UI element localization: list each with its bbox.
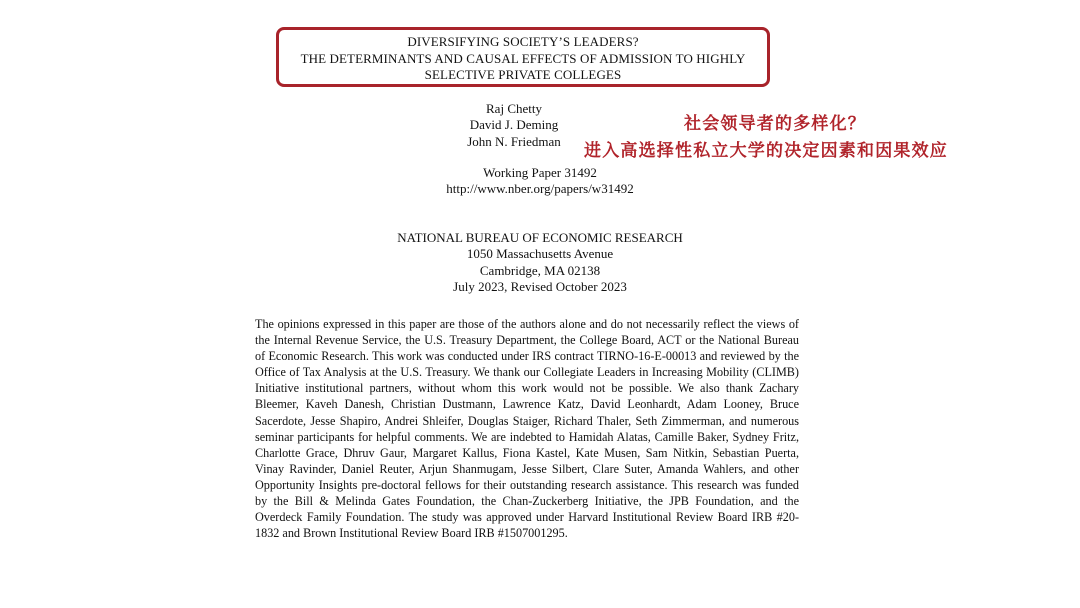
publication-date: July 2023, Revised October 2023	[453, 278, 627, 294]
acknowledgments-paragraph: The opinions expressed in this paper are those of the authors alone and do not necessarily reflect the views of the Internal Revenue Service, the U.S. Treasury Department, the College Board, ACT or the National Bureau of Economic Research. This work was conducted under IRS contract TIRNO-16-E-00013 and reviewed by the Office of Tax Analysis at the U.S. Treasury. We thank our Collegiate Leaders in Increasing Mobility (CLIMB) Initiative institutional partners, without whom this work would not be possible. We also thank Zachary Bleemer, Kaveh Danesh, Christian Dustmann, Lawrence Katz, David Leonhardt, Adam Looney, Bruce Sacerdote, Jesse Shapiro, Andrei Shleifer, Douglas Staiger, Richard Thaler, Seth Zimmerman, and numerous seminar participants for helpful comments. We are indebted to Hamidah Alatas, Camille Baker, Sydney Fritz, Charlotte Grace, Dhruv Gaur, Margaret Kallus, Fiona Kastel, Kate Musen, Sam Nitkin, Sebastian Puerta, Vinay Ravinder, Daniel Reuter, Arjun Shanmugam, Jesse Silbert, Clare Suter, Amanda Wahlers, and other Opportunity Insights pre-doctoral fellows for their outstanding research assistance. This research was funded by the Bill & Melinda Gates Foundation, the Chan-Zuckerberg Initiative, the JPB Foundation, and the Overdeck Family Foundation. The study was approved under Harvard Institutional Review Board IRB #20-1832 and Brown Institutional Review Board IRB #1507001295.	[255, 317, 799, 541]
author-name: David J. Deming	[469, 117, 559, 133]
title-line-1: DIVERSIFYING SOCIETY’S LEADERS?	[407, 34, 639, 49]
author-name: John N. Friedman	[467, 133, 561, 149]
publisher-name: NATIONAL BUREAU OF ECONOMIC RESEARCH	[397, 230, 683, 245]
publisher-city: Cambridge, MA 02138	[479, 262, 601, 278]
publisher-street: 1050 Massachusetts Avenue	[466, 246, 614, 262]
title-line-2: THE DETERMINANTS AND CAUSAL EFFECTS OF ADMISSION TO HIGHLY	[300, 50, 746, 66]
publisher-info	[0, 230, 1080, 295]
title-box	[276, 27, 770, 87]
working-paper-url[interactable]: http://www.nber.org/papers/w31492	[446, 181, 634, 197]
title-line-3: SELECTIVE PRIVATE COLLEGES	[424, 67, 622, 82]
working-paper-info	[0, 165, 1080, 198]
chinese-title-line-1: 社会领导者的多样化？	[684, 114, 866, 134]
author-name: Raj Chetty	[486, 101, 542, 116]
working-paper-number: Working Paper 31492	[483, 165, 597, 180]
chinese-title-line-2: 进入高选择性私立大学的决定因素和因果效应	[584, 141, 948, 161]
